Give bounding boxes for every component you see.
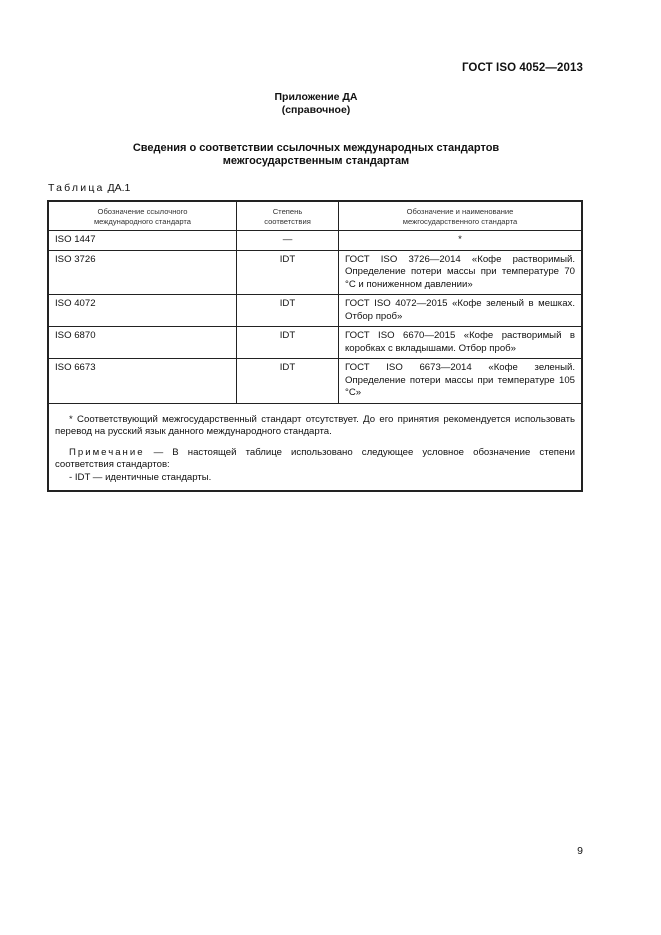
annex-title xyxy=(0,91,632,117)
column-header-line: Обозначение ссылочного xyxy=(97,207,188,216)
cell-national: * xyxy=(339,231,583,251)
table-row xyxy=(48,327,582,359)
column-header-line: Степень xyxy=(272,207,303,216)
table-footer-row xyxy=(48,403,582,491)
table-note xyxy=(55,447,575,472)
table-caption-label: Таблица xyxy=(48,182,105,194)
table-row xyxy=(48,231,582,251)
cell-ref: ISO 6673 xyxy=(48,359,237,404)
section-heading xyxy=(0,142,632,168)
heading-line-2: межгосударственным стандартам xyxy=(222,155,410,167)
standards-table xyxy=(47,200,583,492)
column-header-line: международного стандарта xyxy=(93,217,192,226)
column-header-line: межгосударственного стандарта xyxy=(402,217,518,226)
cell-ref: ISO 6870 xyxy=(48,327,237,359)
column-header-ref xyxy=(48,201,237,231)
table-footnote: * Соответствующий межгосударственный стандарт отсутствует. До его принятия рекомендуется использовать перевод на русский язык данного международного стандарта. xyxy=(55,413,575,437)
note-item: - IDT — идентичные стандарты. xyxy=(69,471,212,483)
document-code: ГОСТ ISO 4052—2013 xyxy=(461,62,583,74)
cell-ref: ISO 3726 xyxy=(48,250,237,295)
table-footer xyxy=(48,403,582,491)
cell-ref: ISO 4072 xyxy=(48,295,237,327)
cell-degree: IDT xyxy=(237,359,339,404)
column-header-degree xyxy=(237,201,339,231)
cell-ref: ISO 1447 xyxy=(48,231,237,251)
page-number: 9 xyxy=(577,845,583,857)
cell-national: ГОСТ ISO 6673—2014 «Кофе зеленый. Определение потери массы при температуре 105 °С» xyxy=(339,359,583,404)
cell-national: ГОСТ ISO 4072—2015 «Кофе зеленый в мешках. Отбор проб» xyxy=(339,295,583,327)
table-row xyxy=(48,250,582,295)
table-header-row xyxy=(48,201,582,231)
note-label: Примечание xyxy=(69,446,145,458)
column-header-national xyxy=(339,201,583,231)
note-text: — В настоящей таблице использовано следующее условное обозначение степени соответствия стандартов: xyxy=(55,446,575,470)
annex-subtitle: (справочное) xyxy=(281,104,351,116)
cell-national: ГОСТ ISO 3726—2014 «Кофе растворимый. Определение потери массы при температуре 70 °С и пониженном давлении» xyxy=(339,250,583,295)
table-row xyxy=(48,359,582,404)
table-caption xyxy=(48,182,130,194)
cell-degree: IDT xyxy=(237,295,339,327)
column-header-line: соответствия xyxy=(264,217,311,226)
cell-degree: IDT xyxy=(237,327,339,359)
cell-national: ГОСТ ISO 6670—2015 «Кофе растворимый в коробках с вкладышами. Отбор проб» xyxy=(339,327,583,359)
heading-line-1: Сведения о соответствии ссылочных международных стандартов xyxy=(132,142,500,154)
cell-degree: — xyxy=(237,231,339,251)
table-caption-number: ДА.1 xyxy=(107,182,131,194)
cell-degree: IDT xyxy=(237,250,339,295)
table-row xyxy=(48,295,582,327)
annex-name: Приложение ДА xyxy=(274,91,358,103)
column-header-line: Обозначение и наименование xyxy=(406,207,514,216)
